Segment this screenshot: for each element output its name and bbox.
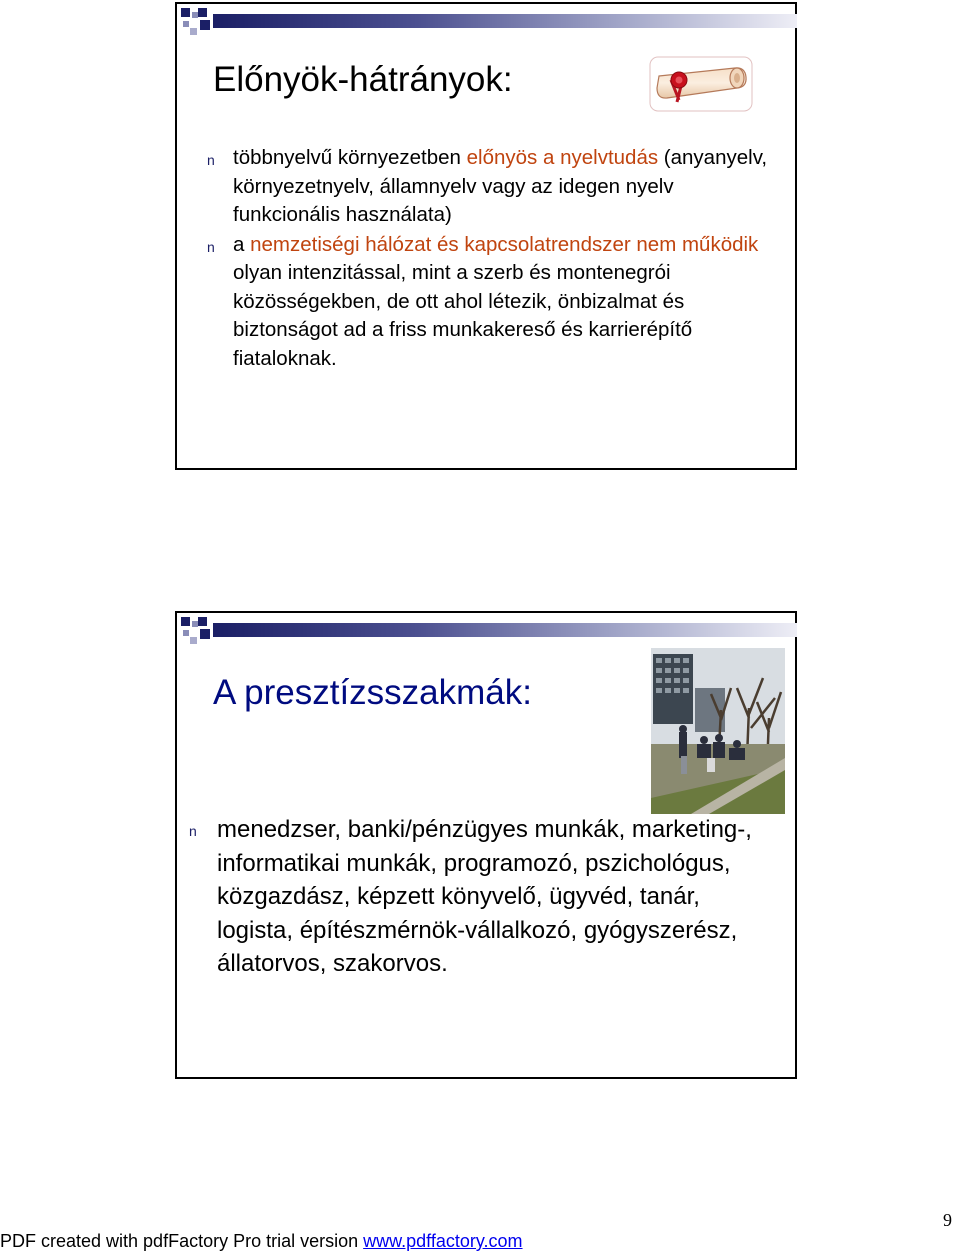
bullet-icon: n	[207, 238, 215, 255]
slide-header-decoration	[177, 613, 797, 653]
text-run: a	[233, 232, 251, 256]
text-run: olyan intenzitással, mint a szerb és montenegrói közösségekben, de ott ahol létezik, önbizalmat és biztonságot ad a friss munkakereső és karrierépítő fiataloknak.	[233, 261, 693, 370]
bullet-text	[233, 144, 777, 230]
slide-advantages	[175, 2, 797, 470]
bullet-icon: n	[189, 823, 197, 839]
footer-text: PDF created with pdfFactory Pro trial version	[0, 1231, 364, 1251]
slide-title: Előnyök-hátrányok:	[213, 60, 513, 99]
bullet-list	[207, 144, 777, 374]
slide-header-decoration	[177, 4, 797, 44]
text-run: (anyanyelv, környezetnyelv, államnyelv vagy az idegen nyelv funkcionális használata)	[233, 146, 768, 226]
bullet-item	[207, 231, 777, 374]
pdf-footer	[0, 1231, 523, 1252]
campus-photo	[651, 648, 785, 814]
diploma-scroll-icon	[649, 56, 753, 112]
text-run: többnyelvű környezetben	[233, 146, 467, 169]
bullet-item	[189, 813, 779, 981]
page-number: 9	[943, 1210, 952, 1230]
bullet-text: menedzser, banki/pénzügyes munkák, marketing-, informatikai munkák, programozó, pszichológus, közgazdász, képzett könyvelő, ügyvéd, tanár, logista, építészmérnök-vállalkozó, gyógyszerész, állatorvos, szakorvos.	[217, 816, 752, 977]
highlighted-text: előnyös a nyelvtudás	[466, 146, 659, 169]
bullet-icon: n	[207, 152, 215, 168]
pdffactory-link[interactable]: www.pdffactory.com	[363, 1231, 523, 1251]
highlighted-text: nemzetiségi hálózat és kapcsolatrendszer nem működik	[250, 232, 759, 256]
bullet-list	[189, 813, 779, 981]
bullet-item	[207, 144, 777, 230]
bullet-text	[233, 231, 777, 374]
slide-prestige-jobs	[175, 611, 797, 1079]
slide-title: A presztízsszakmák:	[213, 673, 532, 712]
